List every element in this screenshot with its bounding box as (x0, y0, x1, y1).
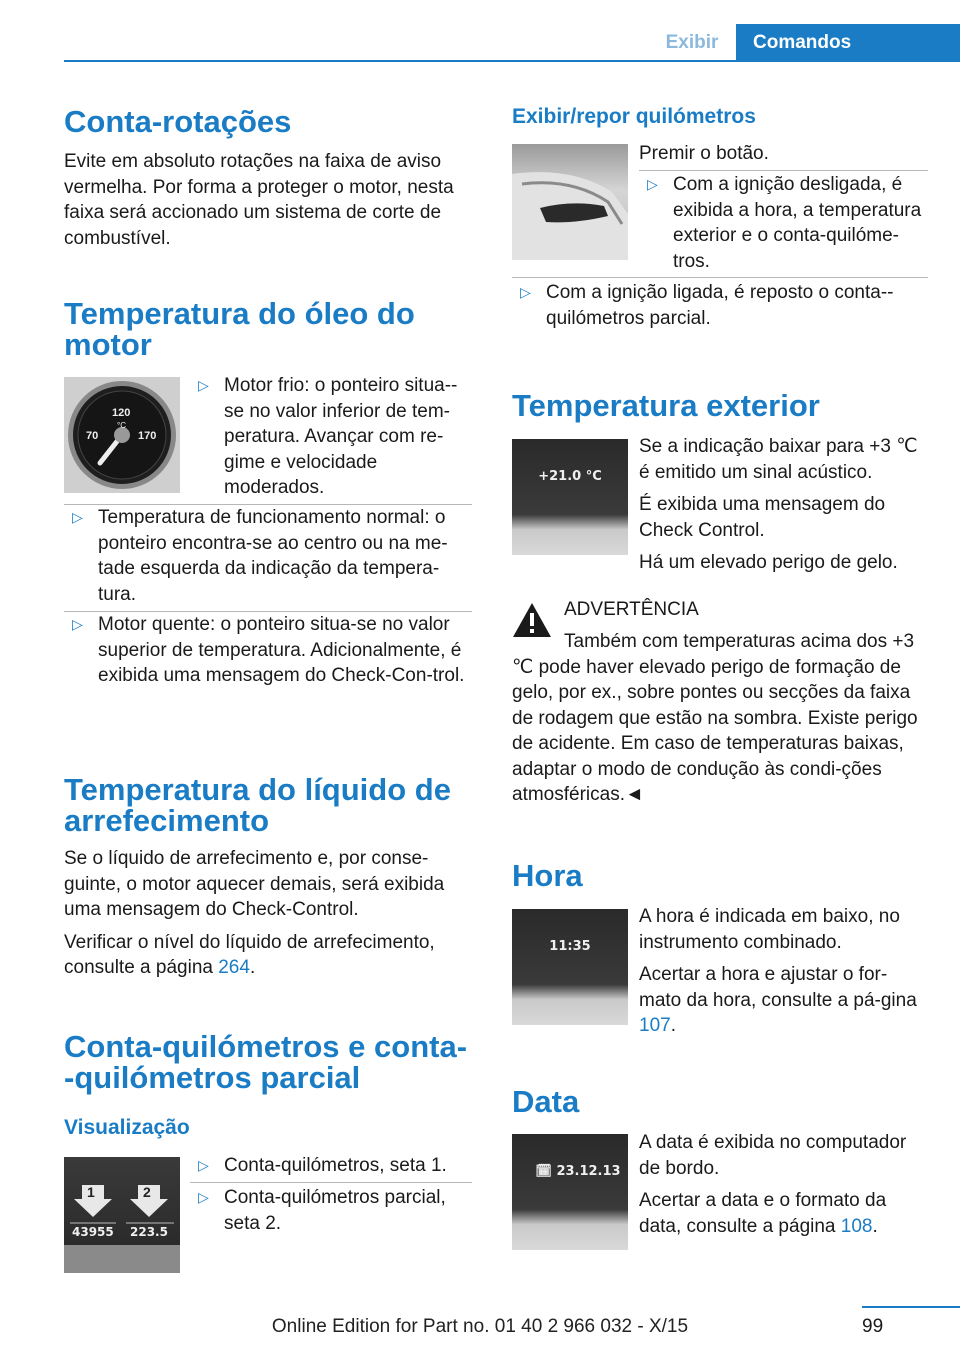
list-item: ▷ Motor quente: o ponteiro situa-se no valor superior de temperatura. Adicionalmente, é exibida uma mensagem do Check-Con-trol. (64, 612, 472, 689)
text-temp-2: É exibida uma mensagem do Check Control. (639, 494, 886, 541)
conta-km-bullet-2 (190, 1185, 472, 1236)
repor-bullet-2 (512, 280, 928, 331)
heading-conta-km-l1: Conta-quilómetros e conta- (64, 1029, 468, 1064)
list-item: ▷ Temperatura de funcionamento normal: o ponteiro encontra-se ao centro ou na me-tade esquerda da indicação da tempera-tura. (64, 505, 472, 607)
warning-title: ADVERTÊNCIA (564, 599, 699, 620)
oleo-bullet-2 (64, 505, 472, 607)
list-item: ▷ Com a ignição ligada, é reposto o conta--quilómetros parcial. (512, 280, 928, 331)
text-fragment: . (249, 957, 256, 978)
list-item: ▷ Motor frio: o ponteiro situa--se no valor inferior de tem-peratura. Avançar com re-gime e velocidade moderados. (190, 373, 472, 501)
section-data (512, 1086, 928, 1117)
trip-value: 223.5 (130, 1225, 168, 1239)
heading-temp-ext: Temperatura exterior (512, 388, 820, 423)
odometer-value: 43955 (72, 1225, 114, 1239)
heading-liquido-l1: Temperatura do líquido de (64, 772, 451, 807)
oleo-bullet-1 (190, 373, 472, 501)
warning-text: Também com temperaturas acima dos +3 ℃ pode haver elevado perigo de formação de gelo, por ex., sobre pontes ou secções da faixa de rodagem que estão na sombra. Existe perigo de acidente. Em caso de temperaturas baixas, adaptar o modo de condução às condi-ções atmosféricas.◄ (512, 631, 918, 805)
heading-liquido-l2: arrefecimento (64, 803, 270, 838)
text-hora-2 (639, 962, 928, 1039)
text-fragment: Verificar o nível do líquido de arrefecimento, consulte a página (64, 931, 435, 978)
date-display-value: 23.12.13 (556, 1164, 621, 1179)
list-item: ▷ Conta-quilómetros, seta 1. (190, 1153, 472, 1179)
heading-oleo-l1: Temperatura do óleo do (64, 296, 415, 331)
heading-hora: Hora (512, 858, 583, 893)
divider (639, 170, 928, 171)
oleo-bullet-3 (64, 612, 472, 689)
heading-conta-km-l2: -quilómetros parcial (64, 1060, 361, 1095)
data-text (639, 1130, 928, 1239)
tab-exibir[interactable]: Exibir (665, 32, 719, 53)
text-data-2 (639, 1188, 928, 1239)
footer-rule (862, 1306, 960, 1308)
section-temp-ext (512, 390, 928, 421)
gauge-label-170: 170 (138, 430, 157, 442)
text-fragment: . (872, 1215, 878, 1237)
conta-km-bullet-1 (190, 1153, 472, 1179)
temp-ext-text (639, 434, 928, 576)
list-item: ▷ Com a ignição desligada, é exibida a hora, a temperatura exterior e o conta-quilóme-tros. (639, 172, 928, 274)
warning-body (512, 629, 928, 808)
temp-display-value: +21.0 °C (538, 469, 602, 484)
heading-oleo-l2: motor (64, 327, 152, 362)
text-fragment: Acertar a hora e ajustar o for-mato da hora, consulte a pá-gina (639, 964, 917, 1011)
page-link-264[interactable]: 264 (218, 957, 250, 978)
list-item: ▷ Conta-quilómetros parcial, seta 2. (190, 1185, 472, 1236)
text-data-1: A data é exibida no computador de bordo. (639, 1132, 907, 1179)
reset-button-image (512, 144, 628, 260)
page-number: 99 (862, 1316, 884, 1337)
header-rule (64, 60, 960, 62)
warning-label (564, 597, 928, 623)
text-hora-1: A hora é indicada em baixo, no instrumento combinado. (639, 906, 900, 953)
clock-display-value: 11:35 (549, 939, 591, 954)
date-display-image (512, 1134, 628, 1250)
text-conta-rotacoes: Evite em absoluto rotações na faixa de aviso vermelha. Por forma a proteger o motor, nesta faixa será accionado um sistema de corte de combustível. (64, 151, 454, 249)
heading-conta-rotacoes: Conta-rotações (64, 104, 292, 139)
tab-comandos[interactable]: Comandos (736, 24, 960, 61)
text-liquido-2 (64, 930, 472, 981)
heading-data: Data (512, 1084, 580, 1119)
clock-display-image (512, 909, 628, 1025)
text-liquido-1: Se o líquido de arrefecimento e, por conse-guinte, o motor aquecer demais, será exibida uma mensagem do Check-Control. (64, 848, 445, 920)
section-hora (512, 860, 928, 891)
repor-text (639, 141, 928, 167)
arrow-1-label: 1 (87, 1184, 95, 1200)
gauge-label-unit: °C (117, 421, 126, 430)
temp-display-image (512, 439, 628, 555)
section-oleo (64, 298, 472, 360)
repor-bullet-1 (639, 172, 928, 274)
oil-temperature-gauge-image (64, 377, 180, 493)
text-fragment: . (670, 1015, 676, 1036)
odometer-image (64, 1157, 180, 1273)
text-repor: Premir o botão. (639, 143, 769, 164)
section-conta-rotacoes (64, 106, 472, 251)
page-link-107[interactable]: 107 (639, 1015, 671, 1036)
text-temp-3: Há um elevado perigo de gelo. (639, 552, 898, 573)
gauge-label-70: 70 (86, 430, 99, 442)
section-repor (512, 104, 928, 130)
section-liquido (64, 774, 472, 981)
footer-edition: Online Edition for Part no. 01 40 2 966 032 - X/15 (271, 1316, 689, 1337)
date-display (520, 1164, 628, 1179)
divider (190, 1182, 472, 1183)
divider (512, 277, 928, 278)
page-link-108[interactable]: 108 (840, 1215, 873, 1237)
hora-text (639, 904, 928, 1039)
subheading-visualizacao: Visualização (64, 1116, 190, 1139)
gauge-label-120: 120 (112, 407, 131, 419)
arrow-2-label: 2 (143, 1184, 151, 1200)
calendar-icon: 🗓︎ (535, 1164, 552, 1179)
text-temp-1: Se a indicação baixar para +3 ℃ é emitido um sinal acústico. (639, 436, 918, 483)
subheading-repor: Exibir/repor quilómetros (512, 105, 756, 128)
section-conta-km (64, 1031, 472, 1141)
text-fragment: Acertar a data e o formato da data, consulte a página (639, 1190, 887, 1237)
